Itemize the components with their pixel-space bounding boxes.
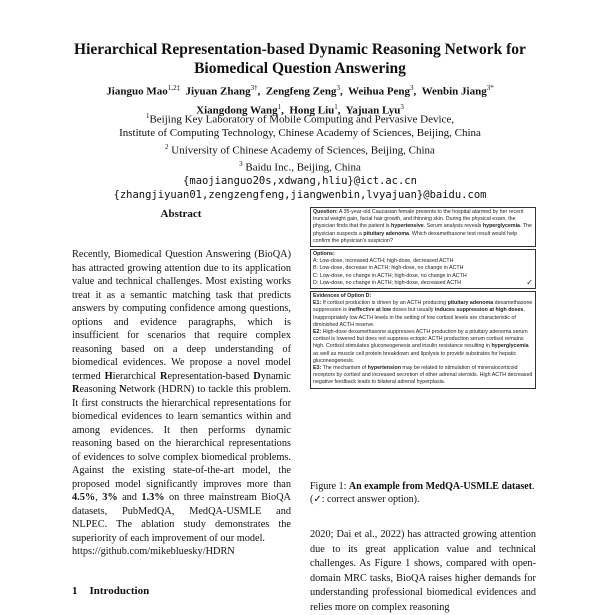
author: Yajuan Lyu (345, 104, 401, 117)
intro-heading: 1 Introduction (72, 585, 150, 597)
options-panel: Options: A: Low-dose, increased ACTH; high-dose, decreased ACTH B: Low-dose, decrease in ACTH; high-dose, no change in ACTH C: Low-dose, no change in ACTH; high-dose, no change in ACTH D: Low-dose, no change in ACTH; high-dose, decreased ACTH ✓ (310, 249, 536, 289)
figure-caption: Figure 1: An example from MedQA-USMLE dataset. (✓: correct answer option). (310, 481, 535, 505)
evidence-3: E3: The mechanism of hypertension may be related to stimulation of mineralocorticoid receptors by cortisol and increased secretion of other adrenal steroids. High ACTH decreased negative feedback leads to bilateral adrenal hyperplasia. (313, 365, 533, 386)
author: Wenbin Jiang (421, 85, 487, 98)
author: Weihua Peng (348, 85, 411, 98)
email-line-2: {zhangjiyuan01,zengzengfeng,jiangwenbin,lvyajuan}@baidu.com (113, 188, 487, 201)
evidence-panel: Evidences of Option D: E1: If cortisol production is driven by an ACTH producing pituitary adenoma dexamethasone suppression is ineffective at low doses but usually induces suppression at high doses. Inappropriately low ACTH levels in the setting of low cortisol levels are characteristic of diminished ACTH reserve. E2: High-dose dexamethasone suppresses ACTH production by a pituitary adenoma serum cortisol is lowered but does not suppress ectopic ACTH production serum cortisol remains high. Cortisol stimulates gluconeogenesis and insulin resistance resulting in hyperglycemia as well as muscle cell protein breakdown and lipolysis to provide substrates for hepatic gluconeogenesis. E3: The mechanism of hypertension may be related to stimulation of mineralocorticoid receptors by cortisol and increased secretion of other adrenal steroids. High ACTH decreased negative feedback leads to bilateral adrenal hyperplasia. (310, 291, 536, 389)
author: Jiyuan Zhang (185, 85, 251, 98)
right-column-text: 2020; Dai et al., 2022) has attracted growing attention due to its great application value and technical challenges. As Figure 1 shows, compared with open-domain MRC tasks, BioQA raises higher demands for understanding professional biomedical evidences and relies more on complex reasoning (310, 529, 536, 613)
option-b: B: Low-dose, decrease in ACTH; high-dose, no change in ACTH (313, 265, 464, 272)
author: Hong Liu (289, 104, 335, 117)
option-c: C: Low-dose, no change in ACTH; high-dose, no change in ACTH (313, 272, 467, 279)
title-line-2: Biomedical Question Answering (194, 60, 406, 77)
affiliations: $^1$Beijing Key Laboratory of Mobile Computing and Pervasive Device, Institute of Computing Technology, Chinese Academy of Sciences, Beijing, China $^2$ University of Chinese Academy of Sciences, Beijing, China $^3$ Baidu Inc., Beijing, China {maojianguo20s,xdwang,hliu}@ict.ac.cn {zhangjiyuan01,zengzengfeng,jiangwenbin,lvyajuan}@baidu.com (0, 110, 600, 203)
affiliation-1-line-2: Institute of Computing Technology, Chinese Academy of Sciences, Beijing, China (119, 127, 481, 140)
code-link[interactable]: https://github.com/mikebluesky/HDRN (72, 546, 235, 557)
evidence-2: E2: High-dose dexamethasone suppresses ACTH production by a pituitary adenoma serum cortisol is lowered but does not suppress ectopic ACTH production serum cortisol remains high. Cortisol stimulates gluconeogenesis and insulin resistance resulting in hyperglycemia as well as muscle cell protein breakdown and lipolysis to provide substrates for hepatic gluconeogenesis. (313, 329, 529, 364)
figure-1 (310, 207, 536, 471)
abstract-heading: Abstract (160, 208, 202, 220)
affiliation-2: University of Chinese Academy of Sciences, Beijing, China (171, 144, 435, 157)
title-line-1: Hierarchical Representation-based Dynamic Reasoning Network for (74, 41, 526, 58)
check-icon: ✓ (526, 277, 533, 287)
author: Xiangdong Wang (196, 104, 278, 117)
author: Zengfeng Zeng (265, 85, 337, 98)
question-panel: Question: A 35-year-old Caucasian female presents to the hospital alarmed by her recent truncal weight gain, facial hair growth, and thinning skin. During the physical exam, the physician finds that the patient is hypertensive. Serum analysis reveals hyperglycemia. The physician suspects a pituitary adenoma. Which dexamethasone test result would help confirm the physician's suspicion? (310, 207, 536, 247)
abstract-body: Recently, Biomedical Question Answering (BioQA) has attracted growing attention due to its application value and technical challenges. Most existing works treat it as a semantic matching task that predicts answers by computing confidence among questions, options and evidence paragraphs, which is insufficient for scenarios that require complex reasoning based on a deep understanding of biomedical evidences. We propose a novel model termed Hierarchical Representation-based Dynamic Reasoning Network (HDRN) to tackle this problem. It first constructs the hierarchical representations for biomedical evidences to learn semantics within and among evidences. It then performs dynamic reasoning based on the hierarchical representations of evidences to solve complex biomedical problems. Against the existing state-of-the-art model, the proposed model significantly improves more than 4.5%, 3% and 1.3% on three mainstream BioQA datasets, PubMedQA, MedQA-USMLE and NLPEC. The ablation study demonstrates the superiority of each improvement of our model. https://github.com/mikebluesky/HDRN (72, 249, 291, 557)
email-line-1: {maojianguo20s,xdwang,hliu}@ict.ac.cn (183, 175, 417, 188)
affiliation-3: Baidu Inc., Beijing, China (245, 161, 361, 174)
option-d: D: Low-dose, no change in ACTH; high-dose, decreased ACTH (313, 279, 462, 286)
author-list: Jianguo Mao$^{1,2\ddagger}$ Jiyuan Zhang$^{3\dagger}$, Zengfeng Zeng$^3$, Weihua Peng$^3$, Wenbin Jiang$^{3*}$ Xiangdong Wang$^1$, Hong Liu$^1$, Yajuan Lyu$^3$ (106, 84, 494, 117)
affiliation-1: Beijing Key Laboratory of Mobile Computing and Pervasive Device, (149, 113, 455, 126)
evidence-1: E1: If cortisol production is driven by an ACTH producing pituitary adenoma dexamethasone suppression is ineffective at low doses but usually induces suppression at high doses. Inappropriately low ACTH levels in the setting of low cortisol levels are characteristic of diminished ACTH reserve. (313, 300, 533, 328)
paper-title (0, 40, 600, 78)
author: Jianguo Mao (106, 85, 168, 98)
option-a: A: Low-dose, increased ACTH; high-dose, decreased ACTH (313, 258, 454, 265)
